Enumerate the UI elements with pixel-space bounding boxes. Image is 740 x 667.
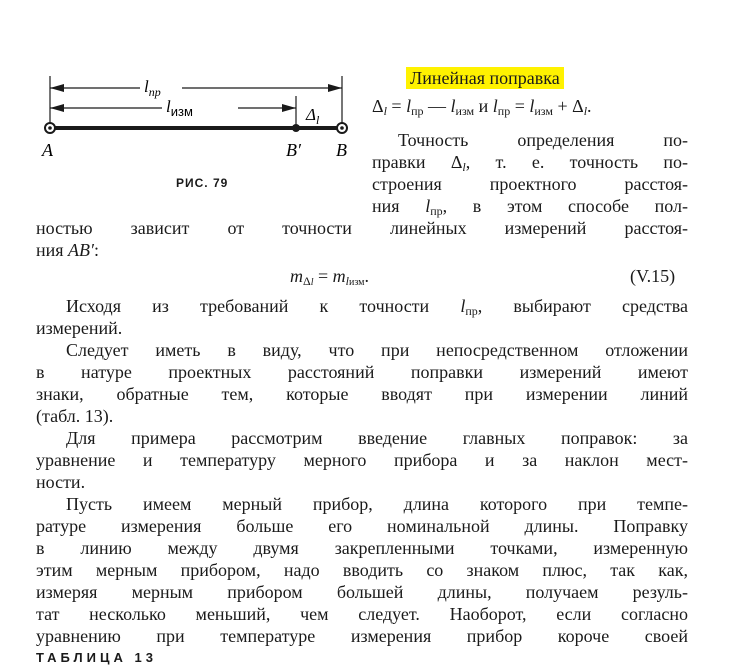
figure-caption: РИС. 79 bbox=[176, 176, 229, 190]
formula-v15: $m_{\Delta l} = m_{lизм}$. bbox=[290, 266, 369, 288]
formula-linear-correction: $\Delta_l = l_{пр}$ — $l_{изм}$ и $l_{пр} = l_{изм} + \Delta_l$. bbox=[372, 96, 592, 118]
label-point-b: B bbox=[336, 140, 347, 160]
paragraph-line: измеряя мерным прибором большей длины, получаем резуль- bbox=[36, 582, 688, 602]
section-title bbox=[406, 68, 564, 88]
label-point-a: A bbox=[42, 140, 53, 160]
paragraph-line: Пусть имеем мерный прибор, длина которого при темпе- bbox=[66, 494, 688, 514]
paragraph-line: в натуре проектных расстояний поправки измерений имеют bbox=[36, 362, 688, 382]
paragraph-line: ности. bbox=[36, 472, 86, 492]
paragraph-line: Исходя из требований к точности $l_{пр}$, выбирают средства bbox=[66, 296, 688, 318]
paragraph-line: ратуре измерения больше его номинальной длины. Поправку bbox=[36, 516, 688, 536]
paragraph-line: ния AB′: bbox=[36, 240, 99, 260]
arrowhead-left-icon bbox=[50, 104, 64, 112]
section-title-highlight: Линейная поправка bbox=[406, 67, 564, 89]
paragraph-line: измерений. bbox=[36, 318, 123, 338]
table-label: ТАБЛИЦА 13 bbox=[36, 650, 157, 665]
paragraph-line: Для примера рассмотрим введение главных поправок: за bbox=[66, 428, 688, 448]
label-l-izm: $l_{изм}$ bbox=[166, 97, 193, 119]
arrowhead-right-icon bbox=[328, 84, 342, 92]
paragraph-line: тат несколько меньший, чем следует. Наоборот, если согласно bbox=[36, 604, 688, 624]
label-delta: $\Delta_l$ bbox=[306, 105, 320, 127]
paragraph-line: в линию между двумя закрепленными точками, измеренную bbox=[36, 538, 688, 558]
paragraph-line: (табл. 13). bbox=[36, 406, 114, 426]
formula-number: (V.15) bbox=[630, 266, 676, 286]
paragraph-line: строения проектного расстоя- bbox=[372, 174, 688, 194]
arrowhead-left-icon bbox=[50, 84, 64, 92]
label-l-pr: $l_{пр}$ bbox=[144, 77, 161, 99]
paragraph-line: Следует иметь в виду, что при непосредственном отложении bbox=[66, 340, 688, 360]
paragraph-line: уравнению при температуре измерения прибор короче своей bbox=[36, 626, 688, 646]
figure-79 bbox=[30, 62, 360, 162]
paragraph-line: ностью зависит от точности линейных измерений расстоя- bbox=[36, 218, 688, 238]
point-b-prime-marker bbox=[292, 124, 300, 132]
paragraph-line: правки $\Delta_l$, т. е. точность по- bbox=[372, 152, 688, 174]
label-point-b-prime: B′ bbox=[286, 140, 301, 160]
paragraph-line: знаки, обратные тем, которые вводят при измерении линий bbox=[36, 384, 688, 404]
paragraph-line: Точность определения по- bbox=[398, 130, 688, 150]
paragraph-line: этим мерным прибором, надо вводить со знаком плюс, так как, bbox=[36, 560, 688, 580]
arrowhead-right-icon bbox=[282, 104, 296, 112]
paragraph-line: ния $l_{пр}$, в этом способе пол- bbox=[372, 196, 688, 218]
paragraph-line: уравнение и температуру мерного прибора и за наклон мест- bbox=[36, 450, 688, 470]
